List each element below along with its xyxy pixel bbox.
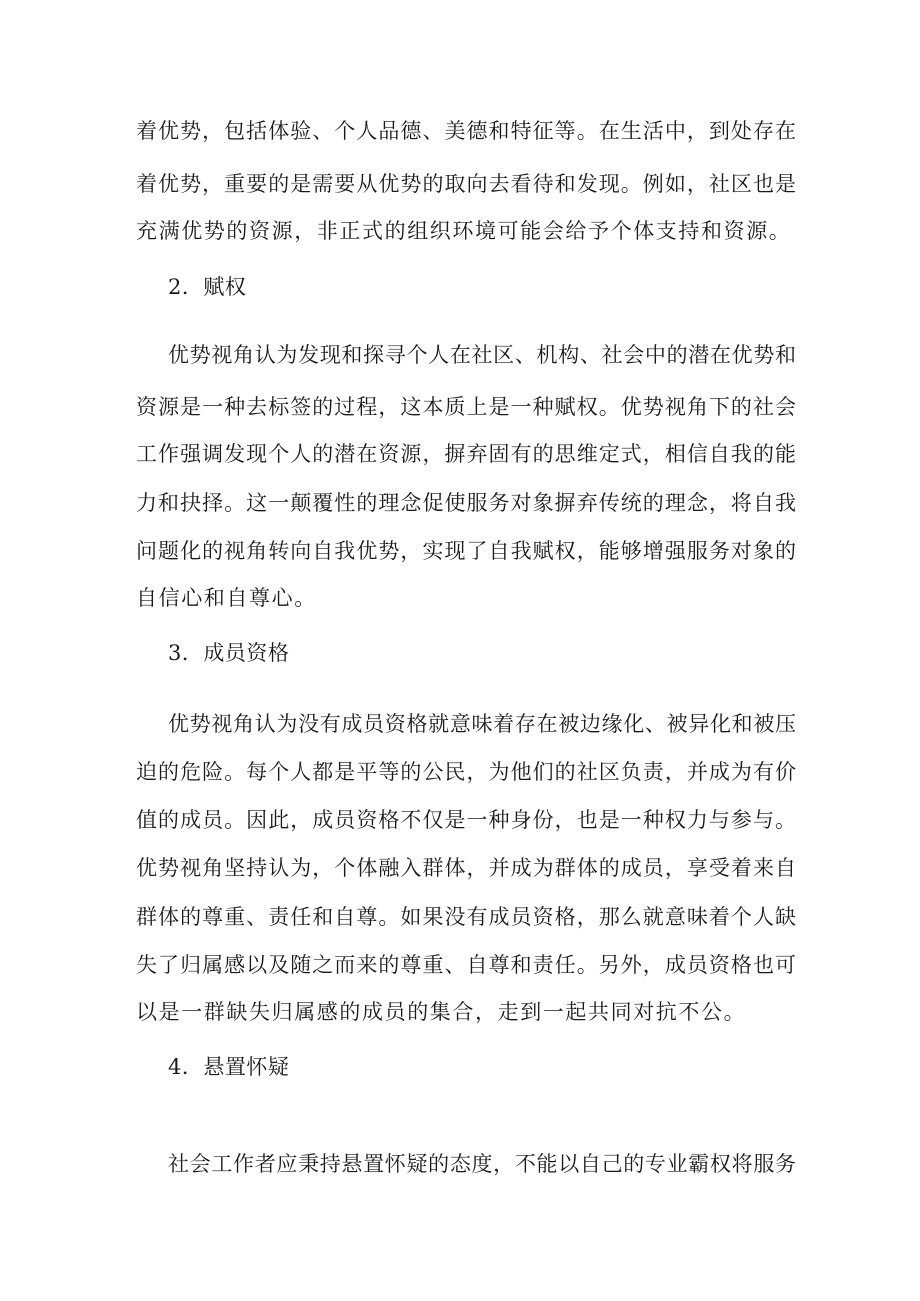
text-line: 群体的尊重、责任和自尊。如果没有成员资格，那么就意味着个人缺 [136, 905, 796, 929]
text-line: 失了归属感以及随之而来的尊重、自尊和责任。另外，成员资格也可 [136, 953, 796, 977]
text-line: 优势视角坚持认为，个体融入群体，并成为群体的成员，享受着来自 [136, 856, 796, 880]
text-line: 问题化的视角转向自我优势，实现了自我赋权，能够增强服务对象的 [136, 539, 796, 563]
section-heading-membership: 3．成员资格 [168, 641, 290, 665]
text-line: 社会工作者应秉持悬置怀疑的态度，不能以自己的专业霸权将服务 [168, 1152, 796, 1176]
text-line: 资源是一种去标签的过程，这本质上是一种赋权。优势视角下的社会 [136, 395, 796, 419]
text-line: 充满优势的资源，非正式的组织环境可能会给予个体支持和资源。 [136, 219, 792, 243]
section-heading-suspend-disbelief: 4．悬置怀疑 [168, 1055, 290, 1079]
text-line: 以是一群缺失归属感的成员的集合，走到一起共同对抗不公。 [136, 1000, 747, 1024]
text-line: 自信心和自尊心。 [136, 586, 317, 610]
text-line: 优势视角认为发现和探寻个人在社区、机构、社会中的潜在优势和 [168, 343, 796, 367]
text-line: 着优势，重要的是需要从优势的取向去看待和发现。例如，社区也是 [136, 172, 796, 196]
text-line: 着优势，包括体验、个人品德、美德和特征等。在生活中，到处存在 [136, 119, 796, 143]
text-line: 工作强调发现个人的潜在资源，摒弃固有的思维定式，相信自我的能 [136, 442, 796, 466]
text-line: 值的成员。因此，成员资格不仅是一种身份，也是一种权力与参与。 [136, 808, 796, 832]
text-line: 优势视角认为没有成员资格就意味着存在被边缘化、被异化和被压 [168, 712, 796, 736]
text-line: 迫的危险。每个人都是平等的公民，为他们的社区负责，并成为有价 [136, 760, 796, 784]
text-line: 力和抉择。这一颠覆性的理念促使服务对象摒弃传统的理念，将自我 [136, 491, 796, 515]
section-heading-empowerment: 2．赋权 [168, 275, 247, 299]
